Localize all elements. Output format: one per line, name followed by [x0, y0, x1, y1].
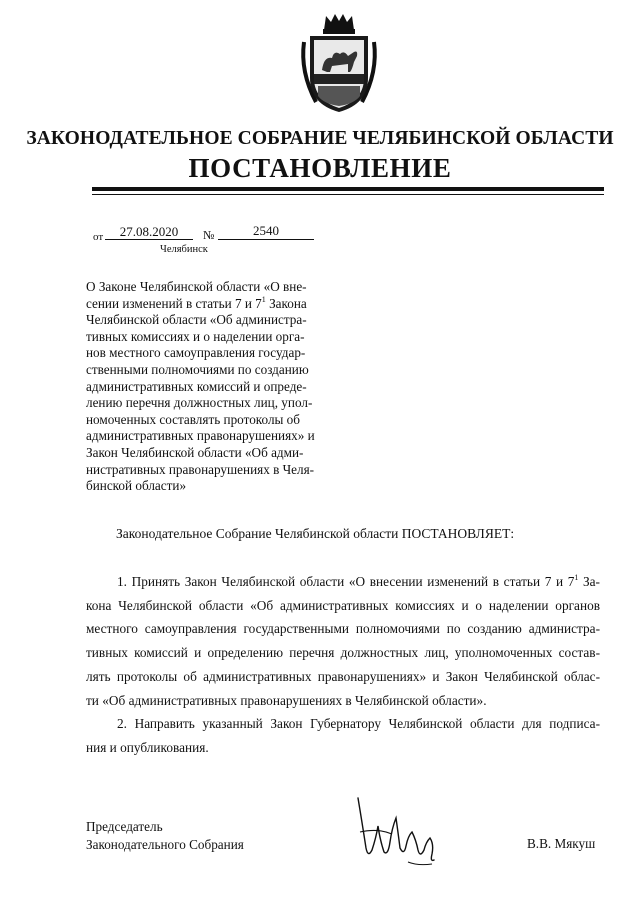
- subject-line: Закон Челябинской области «Об адми-: [86, 444, 304, 460]
- subject-line: О Законе Челябинской области «О вне-: [86, 279, 307, 294]
- subject-line: нистративных правонарушениях в Челя-: [86, 461, 315, 477]
- resolution-body: [86, 570, 600, 760]
- handwritten-signature: [348, 792, 444, 868]
- city: Челябинск: [160, 244, 208, 255]
- paragraph-1-line: тивных комиссий и определению перечня должностных лиц, уполномоченных состав-: [86, 645, 600, 661]
- subject-line: бинской области»: [86, 478, 187, 494]
- date-prefix: от: [93, 231, 104, 243]
- subject-line: лению перечня должностных лиц, упол-: [86, 395, 313, 411]
- paragraph-1-line: 1. Принять Закон Челябинской области «О внесении изменений в статьи 7 и $7^1$ За-: [117, 573, 600, 589]
- signatory-title: [86, 818, 244, 854]
- coat-of-arms-icon: [296, 12, 382, 116]
- document-type-title: ПОСТАНОВЛЕНИЕ: [188, 153, 452, 183]
- header-rule-thick: [92, 187, 604, 191]
- subject-line: тивных комиссиях и о наделении орга-: [86, 328, 305, 344]
- paragraph-2-line: ния и опубликования.: [86, 739, 209, 755]
- document-number: 2540: [218, 224, 314, 240]
- subject-line: номоченных составлять протоколы об: [86, 411, 300, 427]
- subject-line: административных комиссий и опреде-: [86, 378, 307, 394]
- subject-line: Челябинской области «Об администра-: [86, 312, 307, 328]
- paragraph-1-line: местного самоуправления государственными полномочиями по созданию администра-: [86, 621, 600, 637]
- number-prefix: №: [203, 228, 215, 242]
- header-rule-thin: [92, 194, 604, 195]
- subject-line: ственными полномочиями по созданию: [86, 361, 309, 377]
- subject-line: нов местного самоуправления государ-: [86, 345, 306, 361]
- subject-block: [86, 279, 355, 495]
- signatory-name: В.В. Мякуш: [527, 836, 596, 851]
- paragraph-1-line: ти «Об административных правонарушениях в Челябинской области».: [86, 692, 487, 708]
- document-date: 27.08.2020: [105, 225, 193, 240]
- paragraph-1-line: лять протоколы об административных правонарушениях» и Закон Челябинской облас-: [86, 668, 600, 684]
- paragraph-2-line: 2. Направить указанный Закон Губернатору Челябинской области для подписа-: [117, 716, 600, 732]
- signatory-title-line: Законодательного Собрания: [86, 837, 244, 852]
- signatory-title-line: Председатель: [86, 819, 163, 834]
- subject-line: сении изменений в статьи 7 и $7^1$ Закона: [86, 294, 307, 311]
- organization-title: ЗАКОНОДАТЕЛЬНОЕ СОБРАНИЕ ЧЕЛЯБИНСКОЙ ОБЛАСТИ: [26, 128, 614, 149]
- preamble: Законодательное Собрание Челябинской области ПОСТАНОВЛЯЕТ:: [116, 526, 515, 541]
- paragraph-1-line: кона Челябинской области «Об административных комиссиях и о наделении органов: [86, 597, 600, 613]
- subject-line: административных правонарушениях» и: [86, 428, 315, 444]
